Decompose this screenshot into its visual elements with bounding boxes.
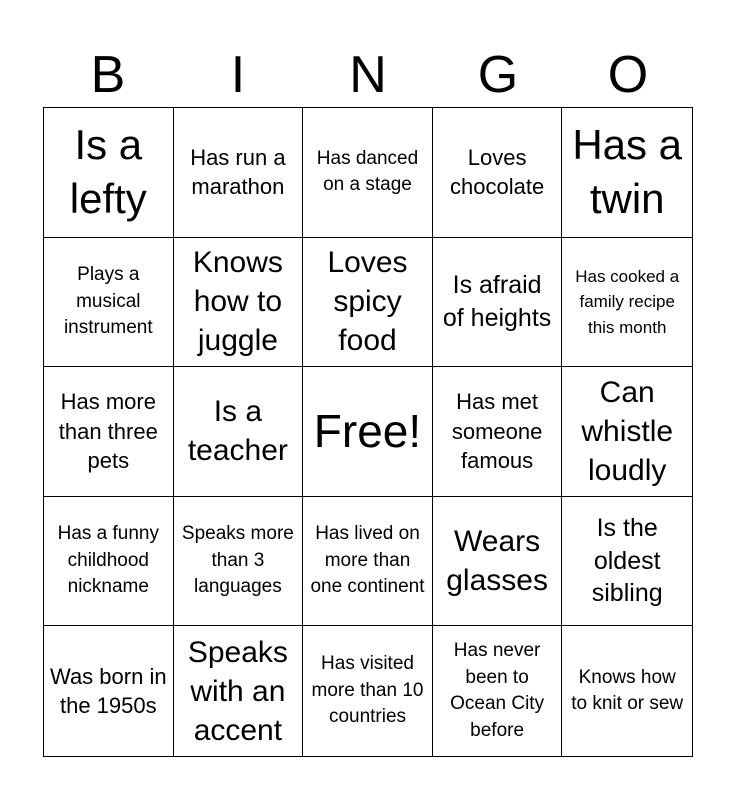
cell-text: Is a lefty — [69, 120, 147, 223]
cell-text: Speaks more than 3 languages — [181, 523, 294, 598]
bingo-cell[interactable] — [174, 367, 304, 497]
bingo-header — [43, 44, 693, 106]
free-space-cell[interactable] — [303, 367, 433, 497]
bingo-cell[interactable] — [433, 367, 563, 497]
header-letter-g: G — [477, 46, 519, 104]
cell-text: Loves chocolate — [450, 144, 545, 200]
cell-text: Has run a marathon — [190, 144, 286, 200]
cell-text: Has a twin — [572, 120, 683, 223]
cell-text: Speaks with an accent — [187, 635, 288, 747]
header-letter-b: B — [90, 46, 126, 104]
bingo-cell[interactable] — [303, 108, 433, 238]
cell-text: Knows how to knit or sew — [571, 666, 684, 715]
cell-text: Knows how to juggle — [192, 246, 283, 358]
bingo-cell[interactable] — [44, 626, 174, 756]
header-letter-n: N — [349, 46, 387, 104]
header-letter-o: O — [607, 46, 649, 104]
cell-text: Was born in the 1950s — [50, 663, 167, 719]
cell-text: Has lived on more than one continent — [310, 523, 425, 598]
cell-text: Can whistle loudly — [581, 375, 674, 487]
bingo-cell[interactable] — [174, 497, 304, 627]
cell-text: Wears glasses — [446, 525, 548, 598]
bingo-cell[interactable] — [433, 238, 563, 368]
cell-text: Has a funny childhood nickname — [57, 523, 159, 598]
bingo-cell[interactable] — [562, 497, 692, 627]
bingo-cell[interactable] — [562, 108, 692, 238]
bingo-cell[interactable] — [433, 497, 563, 627]
bingo-cell[interactable] — [562, 238, 692, 368]
cell-text: Has visited more than 10 countries — [311, 653, 424, 728]
bingo-cell[interactable] — [44, 367, 174, 497]
bingo-cell[interactable] — [44, 108, 174, 238]
cell-text: Has met someone famous — [451, 388, 543, 474]
cell-text: Has never been to Ocean City before — [450, 640, 545, 741]
cell-text: Loves spicy food — [327, 246, 408, 358]
bingo-cell[interactable] — [44, 238, 174, 368]
cell-text: Is afraid of heights — [442, 271, 552, 332]
bingo-cell[interactable] — [174, 238, 304, 368]
bingo-cell[interactable] — [303, 626, 433, 756]
bingo-cell[interactable] — [44, 497, 174, 627]
bingo-board — [43, 107, 693, 757]
bingo-cell[interactable] — [303, 497, 433, 627]
cell-text: Free! — [313, 404, 422, 457]
bingo-cell[interactable] — [433, 108, 563, 238]
bingo-cell[interactable] — [433, 626, 563, 756]
bingo-cell[interactable] — [562, 367, 692, 497]
cell-text: Plays a musical instrument — [63, 264, 153, 339]
header-letter-i: I — [230, 46, 246, 104]
cell-text: Has danced on a stage — [316, 147, 419, 196]
cell-text: Has more than three pets — [58, 388, 158, 474]
cell-text: Has cooked a family recipe this month — [575, 266, 680, 337]
cell-text: Is a teacher — [187, 395, 288, 468]
bingo-cell[interactable] — [174, 108, 304, 238]
bingo-cell[interactable] — [303, 238, 433, 368]
bingo-cell[interactable] — [562, 626, 692, 756]
bingo-cell[interactable] — [174, 626, 304, 756]
cell-text: Is the oldest sibling — [591, 514, 663, 608]
